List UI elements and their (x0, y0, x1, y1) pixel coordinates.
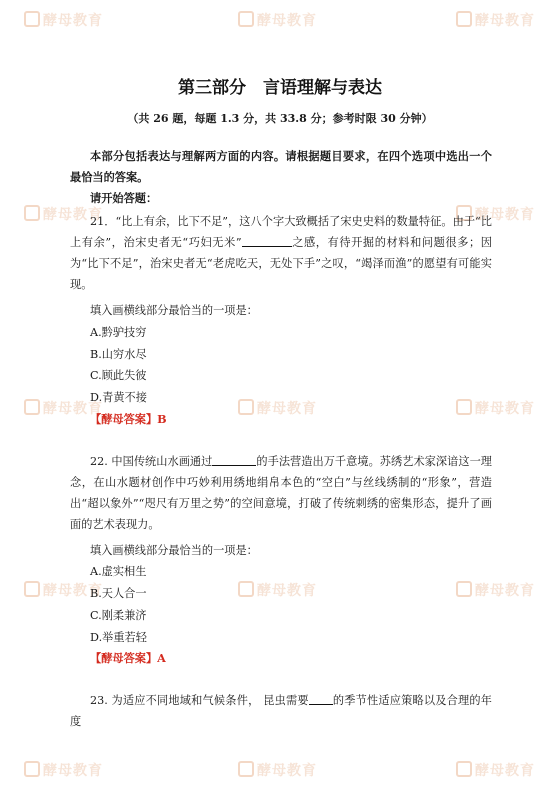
watermark-logo: 酵母教育 (456, 398, 535, 418)
watermark-logo: 酵母教育 (456, 10, 535, 30)
watermark-logo: 酵母教育 (456, 760, 535, 780)
option-d: D.青黄不接 (90, 391, 147, 404)
watermark-logo: 酵母教育 (238, 580, 317, 600)
answer-blank (212, 453, 256, 466)
option-c: C.顾此失彼 (90, 369, 147, 382)
option-b: B.天人合一 (90, 587, 147, 600)
watermark-logo: 酵母教育 (456, 580, 535, 600)
start-label: 请开始答题： (90, 191, 158, 205)
option-a: A.虚实相生 (90, 565, 147, 578)
question-22-prompt: 填入画横线部分最恰当的一项是： (90, 544, 258, 557)
watermark-logo: 酵母教育 (238, 10, 317, 30)
watermark-logo: 酵母教育 (24, 10, 103, 30)
question-22-stem: 22. 中国传统山水画通过 的手法营造出万千意境。苏绣艺术家深谙这一理念，在山水题材创作中巧妙利用绣地绢帛本色的“空白”与丝线绣制的“形象”，营造出“超以象外”“咫尺有万里之势”的空间意境，打破了传统刺绣的密集形态，提升了画面的艺术表现力。 (70, 455, 492, 531)
option-a: A.黔驴技穷 (90, 326, 147, 339)
option-b: B.山穷水尽 (90, 348, 147, 361)
question-21-stem: 21．“比上有余，比下不足”，这八个字大致概括了宋史史料的数量特征。由于“比上有余”，治宋史者无“巧妇无米” 之感，有待开掘的材料和问题很多；因为“比下不足”，治宋史者无“老虎吃天，无处下手”之叹，“竭泽而渔”的愿望有可能实现。 (70, 215, 492, 291)
watermark-logo: 酵母教育 (456, 204, 535, 224)
question-21-prompt: 填入画横线部分最恰当的一项是： (90, 304, 258, 317)
option-c: C.刚柔兼济 (90, 609, 147, 622)
answer-blank (242, 234, 292, 247)
watermark-logo: 酵母教育 (24, 398, 103, 418)
section-subtitle: （共 26 题，每题 1.3 分，共 33.8 分；参考时限 30 分钟） (127, 112, 433, 125)
watermark-logo: 酵母教育 (238, 760, 317, 780)
watermark-logo: 酵母教育 (24, 760, 103, 780)
answer-21: 【酵母答案】B (90, 412, 167, 426)
watermark-logo: 酵母教育 (238, 398, 317, 418)
option-d: D.举重若轻 (90, 631, 147, 644)
watermark-logo: 酵母教育 (24, 204, 103, 224)
answer-22: 【酵母答案】A (90, 651, 166, 665)
instructions: 本部分包括表达与理解两方面的内容。请根据题目要求，在四个选项中选出一个最恰当的答案。 (70, 149, 492, 184)
answer-blank (309, 692, 333, 705)
section-title: 第三部分 言语理解与表达 (178, 78, 382, 98)
watermark-logo: 酵母教育 (24, 580, 103, 600)
question-23-stem: 23. 为适应不同地域和气候条件， 昆虫需要 的季节性适应策略以及合理的年度 (70, 694, 492, 728)
